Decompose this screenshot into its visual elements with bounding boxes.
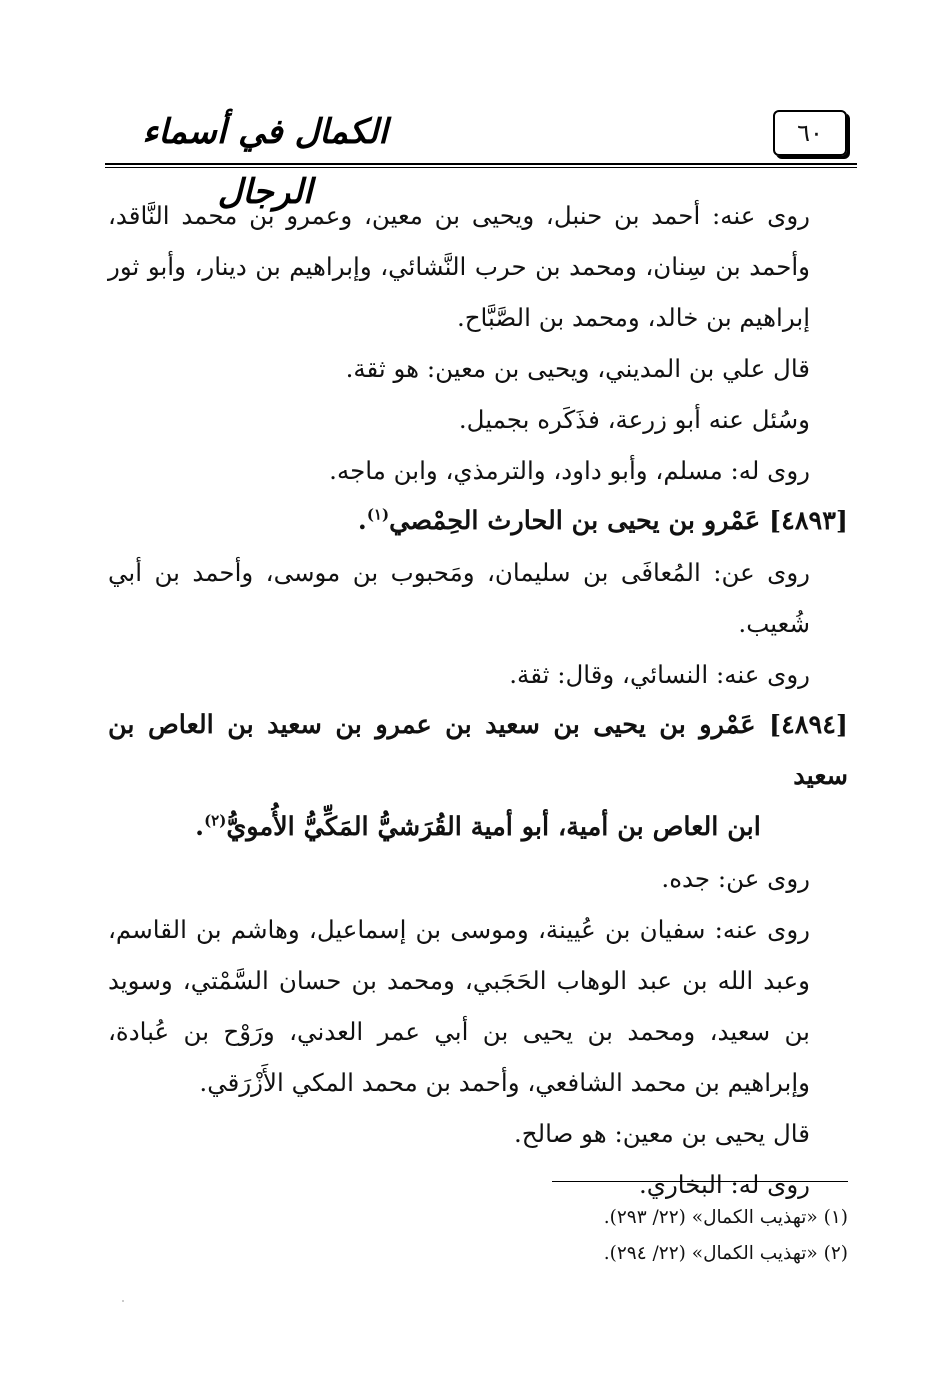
entry-4893-narrated-by: روى عنه: النسائي، وقال: ثقة. <box>509 660 810 689</box>
entry-heading-4893 <box>108 496 848 547</box>
heading-end: . <box>195 812 205 842</box>
footnote-1: (١) «تهذيب الكمال» (٢٢/ ٢٩٣). <box>603 1207 848 1228</box>
entry-heading-text: [٤٨٩٣] عَمْرو بن يحيى بن الحارث الحِمْصي <box>389 506 848 536</box>
book-title: الكمال في أسماء الرجال <box>142 112 388 212</box>
page-body <box>108 190 848 1210</box>
page-number: ٦٠ <box>797 119 823 147</box>
page-number-box <box>773 110 847 156</box>
grading-paragraph: قال علي بن المديني، ويحيى بن معين: هو ثقة. <box>345 354 810 383</box>
footnote-ref: (١) <box>366 505 390 524</box>
footnote-2: (٢) «تهذيب الكمال» (٢٢/ ٢٩٤). <box>603 1243 848 1264</box>
header-rule-thin <box>105 167 857 168</box>
narrated-for-paragraph: روى له: مسلم، وأبو داود، والترمذي، وابن ماجه. <box>329 456 810 485</box>
entry-heading-4894-line1: [٤٨٩٤] عَمْرو بن يحيى بن سعيد بن عمرو بن سعيد بن العاص بن سعيد <box>108 710 848 791</box>
narrated-by-paragraph: روى عنه: أحمد بن حنبل، ويحيى بن معين، وعمرو بن محمد النَّاقد، وأحمد بن سِنان، ومحمد بن حرب النَّشائي، وإبراهيم بن دينار، وأبو ثور إبراهيم بن خالد، ومحمد بن الصَّبَّاح. <box>108 201 810 332</box>
entry-4894-narrated-from: روى عن: جده. <box>661 864 810 893</box>
footnotes <box>400 1200 848 1272</box>
entry-heading-text: ابن العاص بن أمية، أبو أمية القُرَشيُّ المَكِّيُّ الأُمويُّ <box>226 812 761 842</box>
page-speck <box>122 1300 124 1302</box>
abu-zurah-paragraph: وسُئل عنه أبو زرعة، فذَكَره بجميل. <box>458 405 810 434</box>
page-header <box>105 102 857 212</box>
entry-4894-narrated-by: روى عنه: سفيان بن عُيينة، وموسى بن إسماعيل، وهاشم بن القاسم، وعبد الله بن عبد الوهاب الحَجَبي، ومحمد بن حسان السَّمْتي، وسويد بن سعيد، ومحمد بن يحيى بن أبي عمر العدني، ورَوْح بن عُبادة، وإبراهيم بن محمد الشافعي، وأحمد بن محمد المكي الأَزْرَقي. <box>108 915 810 1097</box>
footnote-separator <box>552 1181 848 1182</box>
footnote-ref: (٢) <box>204 811 227 830</box>
heading-end: . <box>357 506 367 536</box>
header-rule <box>105 163 857 165</box>
entry-4893-narrated-from: روى عن: المُعافَى بن سليمان، ومَحبوب بن موسى، وأحمد بن أبي شُعيب. <box>108 558 810 638</box>
entry-4894-grading: قال يحيى بن معين: هو صالح. <box>514 1119 810 1148</box>
entry-4894-narrated-for: روى له: البخاري. <box>638 1170 810 1199</box>
entry-heading-4894-line2 <box>108 802 848 853</box>
